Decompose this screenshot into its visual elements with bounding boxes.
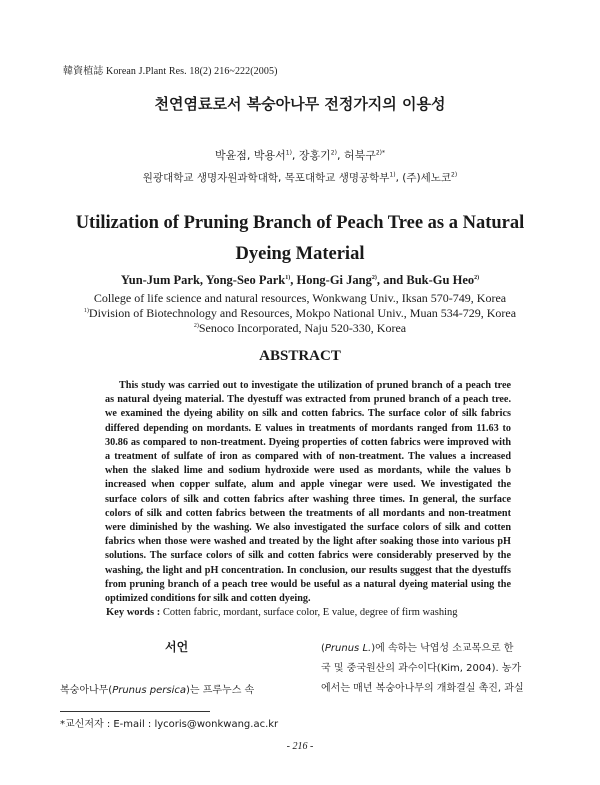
english-affiliation-2: [0, 306, 600, 321]
left-column-text: [60, 681, 310, 696]
english-title: Utilization of Pruning Branch of Peach Tree as a Natural Dyeing Material: [75, 213, 525, 264]
right-line-1-genus: Prunus L.: [324, 643, 372, 654]
korean-authors: [0, 147, 600, 163]
korean-author-2: 박용서: [253, 149, 286, 162]
journal-header: 韓資植誌 Korean J.Plant Res. 18(2) 216~222(2005): [63, 66, 278, 77]
korean-affil-mark-1: 1): [389, 171, 396, 179]
right-column-text: [321, 639, 541, 699]
right-line-1-post: )에 속하는 낙엽성 소교목으로 한: [371, 643, 514, 654]
keywords: [106, 607, 526, 618]
left-column-post: )는 프루누스 속: [185, 685, 255, 696]
left-column-species: Prunus persica: [112, 685, 186, 696]
introduction-heading: 서언: [165, 640, 189, 654]
right-column-line-3: 에서는 매년 복숭아나무의 개화결실 촉진, 과실: [321, 683, 524, 694]
english-affiliation-2-mark: 1): [83, 308, 89, 314]
corresponding-author-footnote: *교신저자 : E-mail : lycoris@wonkwang.ac.kr: [60, 719, 279, 730]
page-number: - 216 -: [286, 741, 314, 752]
author-4-affil-mark: 2)*: [375, 149, 386, 157]
korean-affil-mark-2: 2): [451, 171, 458, 179]
english-author-2: , Hong-Gi Jang: [290, 273, 372, 287]
korean-author-3: , 장홍기: [291, 149, 331, 162]
author-2-affil-mark: 1): [285, 149, 292, 157]
korean-author-4: , 허북구: [336, 149, 376, 162]
english-affiliation-3: [0, 321, 600, 336]
english-affiliation-2-text: Division of Biotechnology and Resources, Mokpo National Univ., Muan 534-729, Korea: [88, 306, 517, 320]
english-author-3: , and Buk-Gu Heo: [376, 273, 475, 287]
korean-author-1: 박윤점,: [214, 149, 251, 162]
right-line-1-pre: (: [321, 643, 325, 654]
english-author-mark-3: 2): [474, 274, 480, 281]
korean-affil-text-2: , (주)세노코: [395, 172, 452, 184]
korean-title: 천연염료로서 복숭아나무 전정가지의 이용성: [154, 95, 446, 113]
right-column-line-1: [321, 639, 541, 659]
footnote-divider: [60, 711, 210, 712]
author-3-affil-mark: 2): [330, 149, 337, 157]
keywords-label: Key words :: [106, 607, 161, 618]
left-column-pre: 복숭아나무(: [60, 685, 113, 696]
english-authors: [0, 273, 600, 288]
english-affiliation-1: College of life science and natural resources, Wonkwang Univ., Iksan 570-749, Korea: [93, 291, 507, 305]
right-column-line-2: 국 및 중국원산의 과수이다(Kim, 2004). 농가: [321, 663, 522, 674]
english-author-1: Yun-Jum Park, Yong-Seo Park: [120, 273, 286, 287]
english-affiliation-3-text: Senoco Incorporated, Naju 520-330, Korea: [198, 321, 407, 335]
english-affiliation-3-mark: 2): [193, 323, 199, 329]
korean-affiliations: [0, 170, 600, 185]
abstract-heading: ABSTRACT: [259, 348, 341, 364]
keywords-text: Cotten fabric, mordant, surface color, E value, degree of firm washing: [160, 607, 458, 618]
korean-affil-text-1: 원광대학교 생명자원과학대학, 목포대학교 생명공학부: [142, 172, 390, 184]
english-author-mark-2: 2): [371, 274, 377, 281]
english-author-mark-1: 1): [285, 274, 291, 281]
abstract-body: This study was carried out to investigate the utilization of pruned branch of a peach tree as natural dyeing material. The dyestuff was extracted from pruned branch of a peach tree. we examined the dyeing ability on silk and cotten fabrics. The surface color of silk fabrics differed depending on mordants. E values in treatments of mordants ranged from 11.63 to 30.86 as compared to non-treatment. Dyeing properties of cotten fabrics were improved with a treatment of sulfate of iron as compared with of non-treatment. The values a increased when the slaked lime and sodium hydroxide were used as mordants, while the values b increased when copper sulfate, alum and apple vinegar were used. We investigated the surface colors of silk and cotten fabrics after washing three times. In general, the surface colors of silk and cotten fabrics between the treatments of all mordants and non-treatment were diminished by the washing. We also investigated the surface colors of silk and cotten fabrics when those were washed and treated by the light after soaking those into various pH solutions. The surface colors of silk and cotten fabrics were considerably preserved by the washing, the light and pH concentration. In conclusion, our results suggest that the dyestuffs from pruning branch of a peach tree would be useful as a natural dyeing material using the optimized conditions for silk and cotten dyeing.: [105, 380, 511, 605]
